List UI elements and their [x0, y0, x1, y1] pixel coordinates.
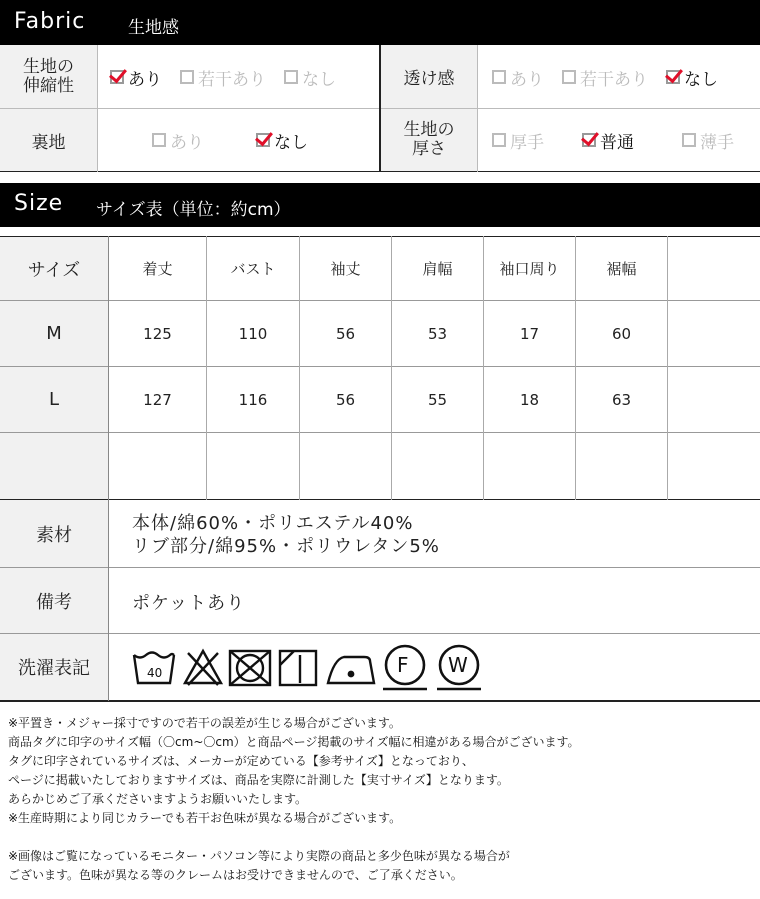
note-line: ございます。色味が異なる等のクレームはお受けできませんので、ご了承ください。 [8, 868, 463, 882]
table-cell: 127 [143, 390, 172, 409]
lining-option-yes[interactable]: あり [152, 128, 204, 153]
wash-40-icon [134, 653, 174, 684]
thickness-option-thin[interactable]: 薄手 [682, 128, 734, 153]
table-cell: 53 [427, 324, 448, 343]
table-cell: 55 [427, 390, 448, 409]
sheerness-option-no[interactable]: なし [666, 65, 718, 90]
table-cell [668, 301, 760, 366]
size-label-l: L [48, 389, 60, 410]
note-line: ページに掲載いたしておりますサイズは、商品を実際に計測した【実寸サイズ】となります。 [8, 773, 509, 787]
iron-low-icon [328, 657, 374, 683]
sheerness-option-yes[interactable]: あり [492, 65, 544, 90]
svg-text:W: W [448, 653, 468, 677]
checkbox-icon [562, 70, 576, 84]
table-cell: 56 [335, 324, 356, 343]
header-bust: バスト [230, 260, 276, 278]
table-cell: 56 [335, 390, 356, 409]
header-length: 着丈 [142, 260, 173, 278]
no-tumble-dry-icon [230, 651, 270, 685]
checkbox-checked-icon [666, 70, 680, 84]
line-dry-shade-icon [280, 651, 316, 685]
header-cuff: 袖口周り [499, 260, 560, 278]
fabric-subtitle: 生地感 [128, 18, 179, 38]
checkbox-checked-icon [256, 133, 270, 147]
svg-text:40: 40 [147, 666, 163, 680]
note-line: あらかじめご了承くださいますようお願いいたします。 [8, 792, 308, 806]
material-text [132, 512, 752, 558]
header-sleeve: 袖丈 [330, 260, 361, 278]
size-corner-label: サイズ [27, 259, 81, 281]
checkbox-checked-icon [582, 133, 596, 147]
note-line: ※画像はご覧になっているモニター・パソコン等により実際の商品と多少色味が異なる場合が [8, 849, 510, 863]
material-label: 素材 [36, 524, 72, 546]
lining-options [152, 128, 380, 152]
checkbox-icon [180, 70, 194, 84]
note-line: ※生産時期により同じカラーでも若干お色味が異なる場合がございます。 [8, 811, 402, 825]
stretch-option-slight[interactable]: 若干あり [180, 65, 266, 90]
checkbox-icon [492, 70, 506, 84]
note-line: ※平置き・メジャー採寸ですので若干の誤差が生じる場合がございます。 [8, 716, 401, 730]
lining-option-no[interactable]: なし [256, 128, 308, 153]
material-line-1: 本体/綿60%・ポリエステル40% [132, 513, 414, 534]
dry-clean-f-icon [383, 646, 427, 689]
sheerness-options [492, 65, 760, 89]
notes-list [8, 714, 758, 885]
size-header-bar [0, 183, 760, 227]
no-bleach-icon [185, 651, 221, 685]
table-cell: 110 [238, 324, 268, 343]
stretch-label: 生地の 伸縮性 [23, 56, 74, 96]
notes-section [0, 701, 760, 899]
table-cell: 60 [611, 324, 632, 343]
note-line [8, 828, 758, 847]
fabric-header-bar [0, 0, 760, 45]
stretch-option-yes[interactable]: あり [110, 65, 162, 90]
info-table [0, 500, 760, 701]
laundry-label: 洗濯表記 [18, 658, 90, 679]
checkbox-checked-icon [110, 70, 124, 84]
checkbox-icon [152, 133, 166, 147]
fabric-table [0, 45, 760, 172]
thickness-option-normal[interactable]: 普通 [582, 128, 634, 153]
checkbox-icon [284, 70, 298, 84]
sheerness-option-slight[interactable]: 若干あり [562, 65, 648, 90]
laundry-symbols [130, 643, 490, 695]
lining-label: 裏地 [31, 132, 66, 153]
size-subtitle: サイズ表（単位：約cm） [96, 200, 291, 220]
table-cell [668, 367, 760, 432]
fabric-title: Fabric [14, 9, 86, 34]
remarks-label: 備考 [36, 591, 72, 613]
header-shoulder: 肩幅 [422, 260, 453, 278]
thickness-options [492, 128, 760, 152]
table-cell: 18 [519, 390, 540, 409]
table-cell: 17 [519, 324, 540, 343]
sheerness-label: 透け感 [403, 69, 455, 89]
note-line: タグに印字されているサイズは、メーカーが定めている【参考サイズ】となっており、 [8, 754, 474, 768]
checkbox-icon [492, 133, 506, 147]
svg-text:F: F [397, 653, 409, 677]
table-cell: 116 [238, 390, 268, 409]
stretch-option-no[interactable]: なし [284, 65, 336, 90]
stretch-options [110, 65, 380, 89]
note-line: 商品タグに印字のサイズ幅（〇cm~〇cm）と商品ページ掲載のサイズ幅に相違がある場合がございます。 [8, 735, 580, 749]
header-extra [668, 237, 760, 300]
size-label-m: M [46, 323, 62, 344]
thickness-option-thick[interactable]: 厚手 [492, 128, 544, 153]
remarks-text: ポケットあり [132, 593, 246, 614]
checkbox-icon [682, 133, 696, 147]
table-cell: 125 [143, 324, 172, 343]
wet-clean-w-icon [437, 646, 481, 689]
table-cell: 63 [611, 390, 632, 409]
header-hem: 裾幅 [606, 260, 637, 278]
material-line-2: リブ部分/綿95%・ポリウレタン5% [132, 536, 440, 557]
size-title: Size [14, 191, 64, 216]
size-table [0, 236, 760, 500]
thickness-label: 生地の 厚さ [403, 120, 455, 159]
